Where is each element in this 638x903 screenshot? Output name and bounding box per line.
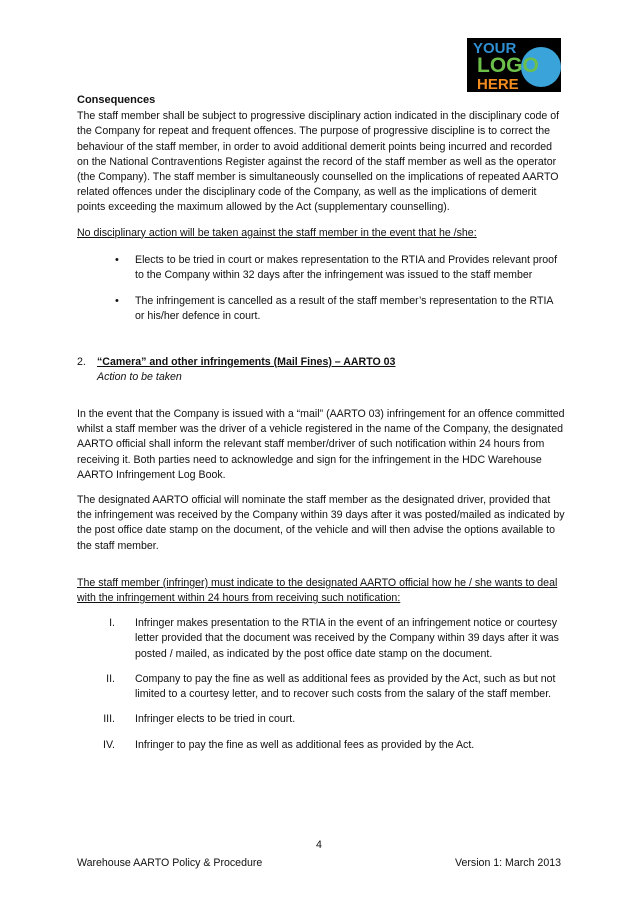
logo-line-2: LOGO (477, 54, 539, 77)
page-content (77, 93, 565, 763)
footer-document-title: Warehouse AARTO Policy & Procedure (77, 857, 263, 869)
logo-line-1: YOUR (473, 40, 517, 57)
option-text: Infringer makes presentation to the RTIA in the event of an infringement notice or courtesy letter provided that the document was received by the Company within 39 days after it was posted / mailed, as indicated by the post office date stamp on the document. (135, 617, 559, 660)
section-2-heading (77, 355, 565, 370)
option-text: Infringer elects to be tried in court. (135, 713, 296, 726)
list-item (77, 616, 565, 662)
section-number: 2. (77, 355, 86, 368)
list-item (77, 712, 565, 727)
roman-numeral: I. (109, 617, 115, 630)
option-text: Infringer to pay the fine as well as additional fees as provided by the Act. (135, 738, 475, 751)
section-subtitle: Action to be taken (97, 370, 182, 383)
list-item (77, 294, 565, 324)
section-2-paragraph-2: The designated AARTO official will nominate the staff member as the designated driver, provided that the infringement was received by the Company within 39 days after it was posted/mailed as indicated by the post office date stamp on the document, of the vehicle and will then advise the options available to the staff member. (77, 494, 565, 552)
consequences-heading: Consequences (77, 94, 156, 106)
no-action-intro: No disciplinary action will be taken against the staff member in the event that he /she: (77, 226, 477, 239)
page-footer (77, 838, 561, 871)
section-title: “Camera” and other infringements (Mail Fines) – AARTO 03 (97, 355, 396, 368)
option-text: Company to pay the fine as well as additional fees as provided by the Act, such as but not limited to a courtesy letter, and to recover such costs from the salary of the staff member. (135, 672, 556, 701)
page-number: 4 (316, 839, 322, 851)
bullet-marker: • (115, 295, 119, 308)
bullet-text: Elects to be tried in court or makes representation to the RTIA and Provides relevant proof to the Company within 32 days after the infringement was issued to the staff member (135, 253, 558, 282)
consequences-body: The staff member shall be subject to progressive disciplinary action indicated in the disciplinary code of the Company for repeat and frequent offences. The purpose of progressive discipline is to correct the behaviour of the staff member, in order to avoid additional demerit points being incurred and recorded on the National Contraventions Register against the record of the staff member as well as the operator (the Company). The staff member is simultaneously counselled on the implications of repeated AARTO related offences under the disciplinary code of the Company, as well as the implications of demerit points exceeding the maximum allowed by the Act (supplementary counselling). (77, 110, 560, 214)
list-item (77, 738, 565, 753)
section-2-paragraph-1: In the event that the Company is issued with a “mail” (AARTO 03) infringement for an offence committed whilst a staff member was the driver of a vehicle registered in the name of the Company, the designated AARTO official shall inform the relevant staff member/driver of such notification within 24 hours from receiving it. Both parties need to acknowledge and sign for the infringement in the HDC Warehouse AARTO Infringement Log Book. (77, 408, 565, 481)
list-item (77, 253, 565, 283)
logo-line-3: HERE (477, 76, 519, 92)
logo-graphic (467, 38, 561, 92)
roman-numeral: IV. (103, 738, 115, 751)
roman-numeral: II. (106, 672, 115, 685)
footer-version: Version 1: March 2013 (455, 857, 561, 869)
no-action-list (77, 253, 565, 325)
bullet-marker: • (115, 253, 119, 266)
list-item (77, 672, 565, 702)
options-list (77, 616, 565, 752)
roman-numeral: III. (103, 713, 115, 726)
options-intro: The staff member (infringer) must indicate to the designated AARTO official how he / she wants to deal with the infringement within 24 hours from receiving such notification: (77, 576, 558, 605)
bullet-text: The infringement is cancelled as a result of the staff member’s representation to the RTIA or his/her defence in court. (135, 295, 553, 323)
company-logo (467, 38, 561, 92)
footer-line (77, 856, 561, 871)
